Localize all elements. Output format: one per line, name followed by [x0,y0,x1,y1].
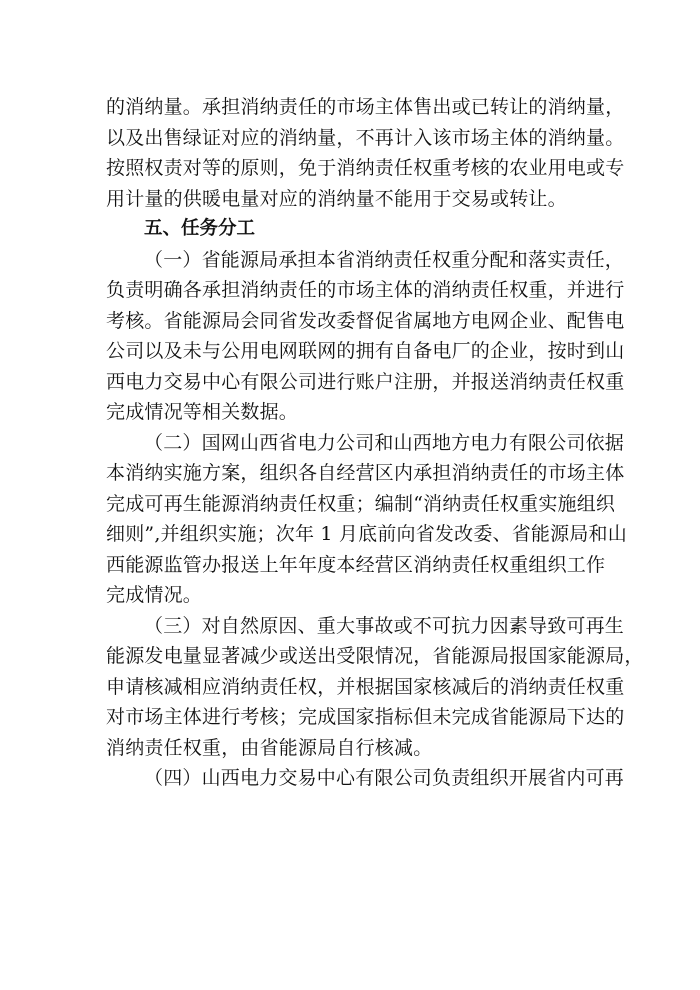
text-line: （三）对自然原因、重大事故或不可抗力因素导致可再生 [144,614,625,637]
text-line: 完成可再生能源消纳责任权重；编制“消纳责任权重实施组织 [106,492,616,515]
task-item-2 [106,428,627,611]
section-heading: 五、任务分工 [144,218,256,239]
text-line: 完成情况。 [106,584,203,606]
text-line: 细则”,并组织实施；次年 1 月底前向省发改委、省能源局和山 [106,523,627,545]
task-item-1 [106,245,625,428]
text-line: 对市场主体进行考核；完成国家指标但未完成省能源局下达的 [106,706,625,728]
text-line: 申请核减相应消纳责任权，并根据国家核减后的消纳责任权重 [106,675,625,698]
text-line: 用计量的供暖电量对应的消纳量不能用于交易或转让。 [106,187,567,210]
text-line: 能源发电量显著减少或送出受限情况，省能源局报国家能源局， [106,645,644,667]
text-line: 西能源监管办报送上年年度本经营区消纳责任权重组织工作 [106,553,606,576]
text-line: 完成情况等相关数据。 [106,401,299,423]
text-line: （四）山西电力交易中心有限公司负责组织开展省内可再 [144,767,625,789]
text-line: 的消纳量。承担消纳责任的市场主体售出或已转让的消纳量， [106,96,625,118]
text-line: （二）国网山西省电力公司和山西地方电力有限公司依据 [144,431,625,454]
task-item-3 [106,611,644,764]
text-line: 西电力交易中心有限公司进行账户注册，并报送消纳责任权重 [106,370,625,393]
text-line: 公司以及未与公用电网联网的拥有自备电厂的企业，按时到山 [106,340,625,362]
text-line: 本消纳实施方案，组织各自经营区内承担消纳责任的市场主体 [106,462,625,484]
task-item-4 [106,763,625,794]
text-line: 以及出售绿证对应的消纳量，不再计入该市场主体的消纳量。 [106,126,625,149]
text-line: 消纳责任权重，由省能源局自行核减。 [106,736,433,759]
document-body [106,92,644,794]
text-line: （一）省能源局承担本省消纳责任权重分配和落实责任， [144,248,625,271]
text-line: 考核。省能源局会同省发改委督促省属地方电网企业、配售电 [106,309,625,332]
text-line: 负责明确各承担消纳责任的市场主体的消纳责任权重，并进行 [106,279,625,301]
paragraph-consumption [106,92,625,214]
text-line: 按照权责对等的原则，免于消纳责任权重考核的农业用电或专 [106,157,625,179]
